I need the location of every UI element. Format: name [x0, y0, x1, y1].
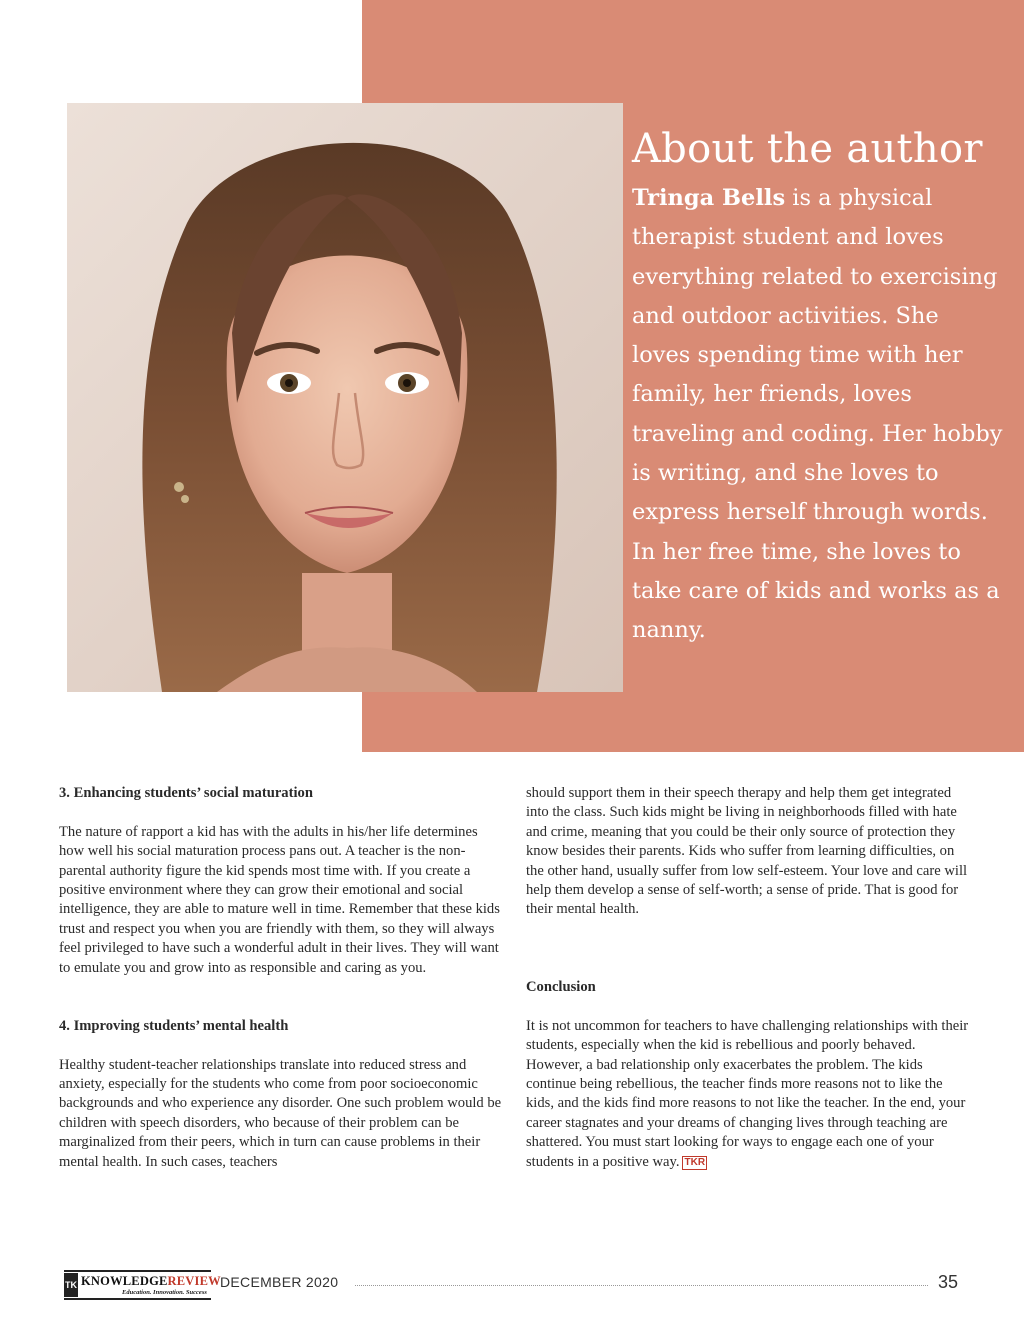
- paragraph-spacer: [526, 997, 971, 1016]
- logo-tagline: Education. Innovation. Success: [122, 1289, 207, 1296]
- logo-word-knowledge: KNOWLEDGE: [81, 1274, 168, 1288]
- logo-k-mark: TK: [64, 1273, 78, 1297]
- article-column-right: [526, 784, 971, 1172]
- publication-logo: [64, 1270, 221, 1300]
- paragraph-spacer: [59, 1036, 504, 1055]
- author-photo: [67, 103, 623, 692]
- logo-wordmark: [81, 1274, 221, 1289]
- conclusion-body: [526, 1017, 971, 1172]
- section-4-body: Healthy student-teacher relationships translate into reduced stress and anxiety, especially for the students who come from poor socioeconomic backgrounds and who experience any disorder. One such problem would be children with speech disorders, who because of their problem can be marginalized from their peers, which in turn can cause problems in their mental health. In such cases, teachers: [59, 1056, 502, 1170]
- section-3-body: The nature of rapport a kid has with the adults in his/her life determines how well his social maturation process pans out. A teacher is the non-parental authority figure the kid spends most time with. If you create a positive environment where they can grow their emotional and social intelligence, they are able to mature well in time. Remember that these kids trust and respect you when you are friendly with them, so they will always feel privileged to have such a wonderful adult in their lives. They will want to emulate you and grow into as responsible and caring as you.: [59, 823, 500, 976]
- logo-word-review: REVIEW: [167, 1274, 221, 1288]
- section-spacer: [526, 959, 971, 978]
- article-column-left: [59, 784, 504, 1172]
- issue-date: DECEMBER 2020: [220, 1274, 339, 1290]
- page-number: 35: [938, 1272, 959, 1292]
- conclusion-heading: Conclusion: [526, 979, 596, 996]
- section-4-heading: 4. Improving students’ mental health: [59, 1017, 289, 1034]
- paragraph-spacer: [59, 803, 504, 822]
- section-spacer: [59, 978, 504, 1017]
- author-name: Tringa Bells: [632, 185, 786, 211]
- author-portrait-image: [67, 103, 623, 692]
- about-author-heading: About the author: [632, 126, 983, 172]
- section-4-body-continued: should support them in their speech therapy and help them get integrated into the class. Such kids might be living in neighborhoods filled with hate and crime, meaning that you could be their only source of protection they know besides their parents. Kids who suffer from learning difficulties, on the other hand, usually suffer from low self-esteem. Your love and care will help them develop a sense of self-worth; a sense of pride. That is good for their mental health.: [526, 785, 968, 918]
- author-bio: [632, 179, 1004, 651]
- page-footer: [0, 1264, 1024, 1304]
- end-of-article-mark: TKR: [684, 1156, 706, 1168]
- about-author-box: [632, 125, 1004, 651]
- footer-dotted-rule: [355, 1285, 928, 1286]
- conclusion-text: It is not uncommon for teachers to have challenging relationships with their students, especially when the kid is rebellious and poorly behaved. However, a bad relationship only exacerbates the problem. The kids continue being rebellious, the teacher finds more reasons not to like the kids, and the kids find more reasons to not like the teacher. In the end, your career stagnates and your dreams of changing lives through teaching are shattered. You must start looking for ways to engage each one of your students in a positive way.: [526, 1017, 969, 1170]
- author-bio-text: is a physical therapist student and loves everything related to exercising and outdoor activities. She loves spending time with her family, her friends, loves traveling and coding. Her hobby is writing, and she loves to express herself through words. In her free time, she loves to take care of kids and works as a nanny.: [632, 185, 1003, 644]
- section-3-heading: 3. Enhancing students’ social maturation: [59, 785, 313, 801]
- section-spacer: [526, 920, 971, 959]
